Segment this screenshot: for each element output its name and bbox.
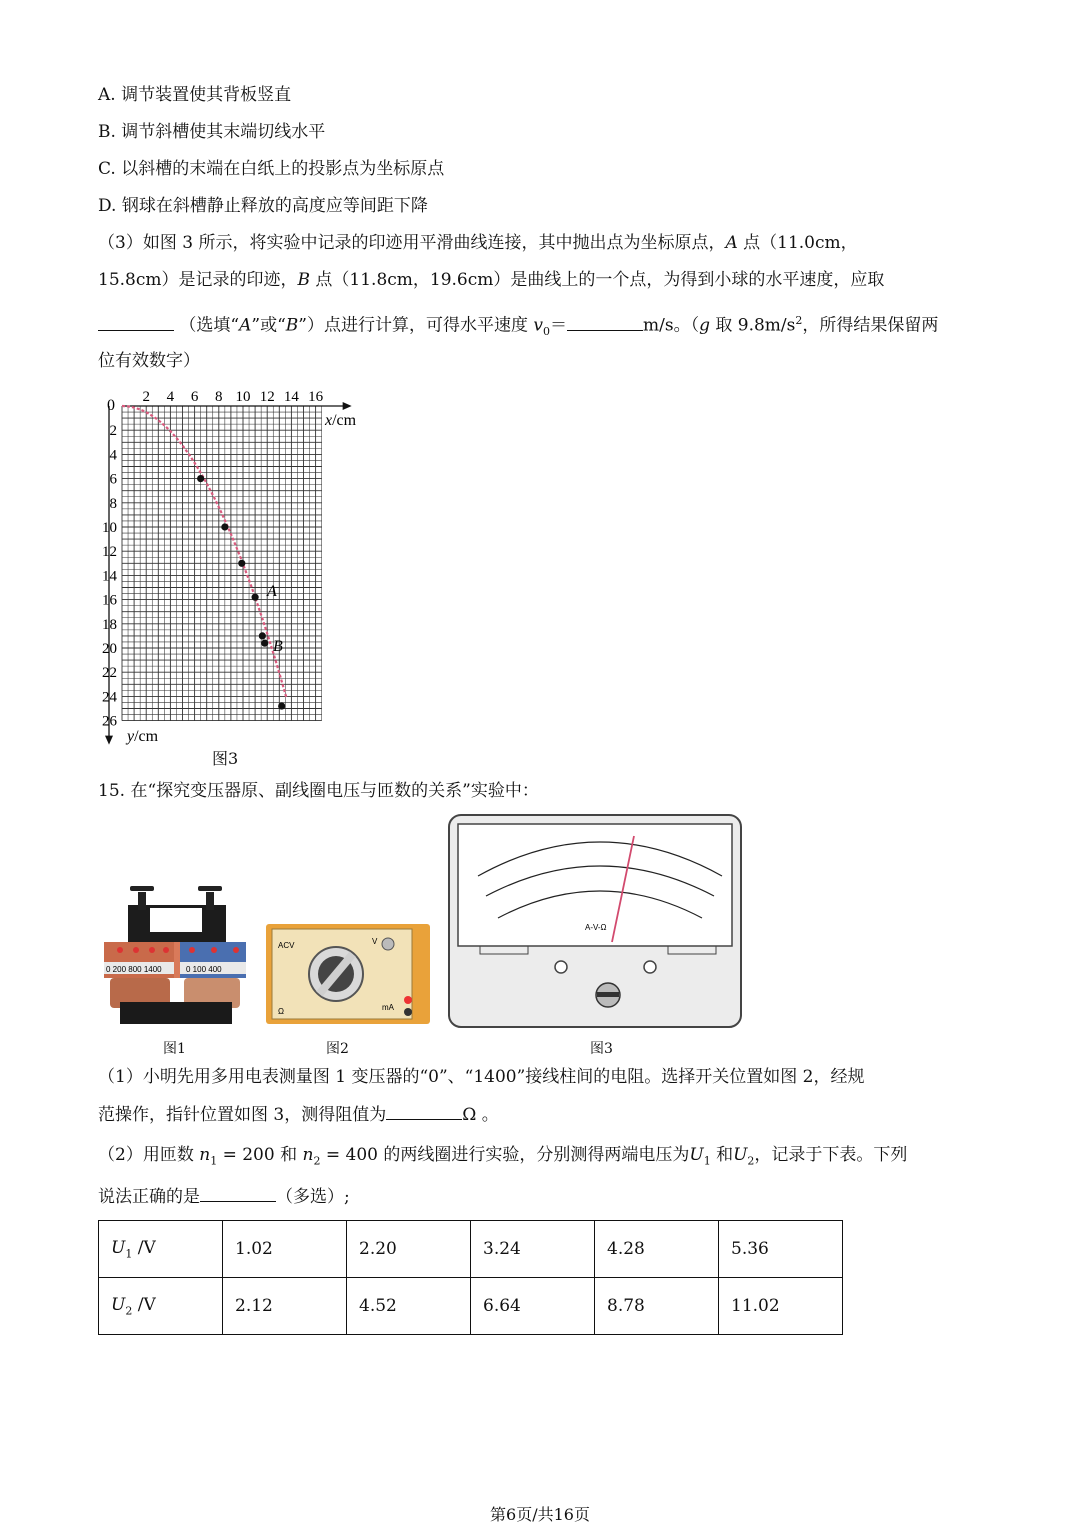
q3-line1: （3）如图 3 所示，将实验中记录的印迹用平滑曲线连接，其中抛出点为坐标原点，A 点（11.0cm， — [98, 233, 858, 253]
option-a: A. 调节装置使其背板竖直 — [98, 85, 292, 105]
transformer-image — [100, 880, 250, 1025]
y-tick-label: 24 — [102, 689, 117, 706]
q3-line4: 位有效数字） — [98, 351, 200, 371]
transformer-scale-right: 0 100 400 — [186, 965, 222, 974]
y-tick-label: 20 — [102, 641, 117, 657]
answer-blank-point[interactable] — [98, 314, 174, 331]
figure3-caption: 图3 — [212, 749, 239, 768]
y-tick-label: 16 — [102, 592, 117, 609]
figure3b-caption: 图3 — [590, 1041, 613, 1057]
trajectory-curve — [122, 406, 287, 698]
option-b: B. 调节斜槽使其末端切线水平 — [98, 122, 326, 142]
q3-line3: （选填“A”或“B”）点进行计算，可得水平速度 $v_0= m/s$。（g 取 $9.8m/s^2$，所得结果保留两 — [98, 310, 938, 343]
table-cell: 2.20 — [347, 1221, 471, 1278]
table-cell: 4.52 — [347, 1278, 471, 1335]
answer-blank-multiselect[interactable] — [200, 1185, 276, 1202]
table-cell: 6.64 — [471, 1278, 595, 1335]
q15-part2-line2: 说法正确的是 （多选）; — [98, 1187, 350, 1207]
table-cell: 2.12 — [223, 1278, 347, 1335]
x-tick-label: 16 — [308, 389, 324, 405]
y-tick-label: 4 — [109, 447, 117, 464]
trace-point — [252, 594, 259, 601]
x-axis-label: x/cm — [325, 412, 357, 429]
point-label-a: A — [267, 583, 277, 600]
x-tick-label: 14 — [283, 389, 299, 405]
trace-point — [278, 702, 285, 709]
y-axis-label: y/cm — [127, 728, 159, 745]
table-row — [99, 1278, 843, 1335]
figure2-caption: 图2 — [326, 1041, 349, 1057]
y-axis-arrow — [105, 736, 113, 745]
option-d: D. 钢球在斜槽静止释放的高度应等间距下降 — [98, 196, 428, 216]
voltage-table — [98, 1220, 843, 1335]
q3-line2: 15.8cm）是记录的印迹，B 点（11.8cm，19.6cm）是曲线上的一个点，为得到小球的水平速度，应取 — [98, 270, 885, 290]
q15-part1-line1: （1）小明先用多用电表测量图 1 变压器的“0”、“1400”接线柱间的电阻。选择开关位置如图 2，经规 — [98, 1067, 865, 1087]
meter-face-label: A-V-Ω — [585, 923, 607, 932]
x-tick-label: 12 — [259, 389, 275, 405]
multimeter-dial-image — [266, 924, 432, 1026]
y-tick-label: 10 — [102, 520, 117, 536]
x-axis-arrow — [343, 402, 352, 410]
q15-part1-line2: 范操作，指针位置如图 3，测得阻值为 Ω 。 — [98, 1105, 499, 1125]
trace-point — [259, 632, 266, 639]
y-tick-label: 18 — [102, 616, 117, 633]
trace-point — [261, 640, 268, 647]
table-row — [99, 1221, 843, 1278]
trace-point — [221, 523, 228, 530]
q15-part2-line1: （2）用匝数 $n_1 = 200$ 和 $n_2 = 400$ 的两线圈进行实验，分别测得两端电压为$U_1$ 和$U_2$，记录于下表。下列 — [98, 1145, 908, 1168]
multimeter-acv-label: ACV — [278, 941, 295, 950]
x-tick-label: 6 — [190, 389, 199, 405]
q15-title: 15. 在“探究变压器原、副线圈电压与匝数的关系”实验中： — [98, 781, 539, 801]
y-tick-label: 26 — [102, 713, 117, 730]
analog-meter-image — [448, 814, 744, 1029]
table-cell: 5.36 — [719, 1221, 843, 1278]
answer-blank-resistance[interactable] — [386, 1103, 462, 1120]
table-cell: 3.24 — [471, 1221, 595, 1278]
table-cell: 1.02 — [223, 1221, 347, 1278]
x-tick-label: 4 — [166, 389, 175, 405]
transformer-scale-left: 0 200 800 1400 — [106, 965, 162, 974]
row-header: $U_2$ /V — [99, 1278, 223, 1335]
page-footer: 第6页/共16页 — [490, 1505, 590, 1524]
table-cell: 11.02 — [719, 1278, 843, 1335]
point-label-b: B — [273, 638, 283, 655]
x-tick-label: 8 — [215, 389, 223, 405]
x-tick-label: 2 — [142, 389, 150, 405]
figure1-caption: 图1 — [163, 1041, 186, 1057]
y-tick-label: 2 — [109, 423, 117, 440]
multimeter-ohm-label: Ω — [278, 1007, 284, 1016]
multimeter-v-label: V — [372, 937, 378, 946]
table-cell: 8.78 — [595, 1278, 719, 1335]
row-header: $U_1$ /V — [99, 1221, 223, 1278]
trajectory-graph — [95, 385, 475, 765]
y-tick-label: 14 — [102, 568, 117, 585]
origin-label: 0 — [107, 397, 115, 414]
trace-point — [238, 560, 245, 567]
x-tick-label: 10 — [235, 389, 251, 405]
multimeter-ma-label: mA — [382, 1003, 394, 1012]
option-c: C. 以斜槽的末端在白纸上的投影点为坐标原点 — [98, 159, 445, 179]
y-tick-label: 22 — [102, 665, 117, 682]
y-tick-label: 8 — [109, 495, 117, 512]
y-tick-label: 6 — [109, 471, 117, 488]
table-cell: 4.28 — [595, 1221, 719, 1278]
answer-blank-velocity[interactable] — [567, 314, 643, 331]
trace-point — [197, 475, 204, 482]
y-tick-label: 12 — [102, 544, 117, 561]
